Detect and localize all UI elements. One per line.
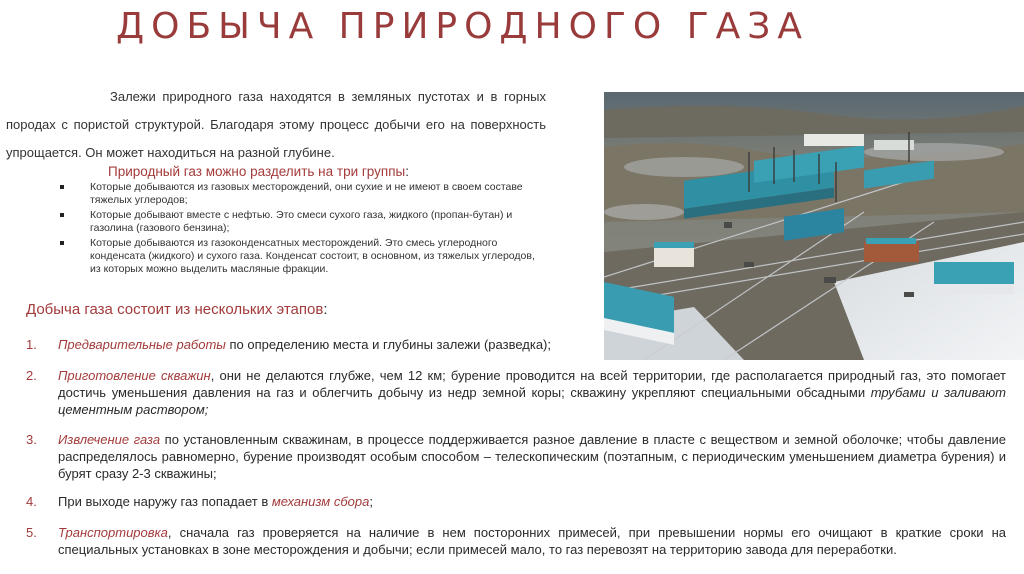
list-item: Которые добываются из газоконденсатных месторождений. Это смесь углеродного конденсата (жидкого) и сухого газа. Конденсат состоит, в основном, из тяжелых углеродов, из которых можно выделить масляные фракции. [58, 237, 548, 276]
list-item: Которые добываются из газовых месторождений, они сухие и не имеют в своем составе тяжелых углеродов; [58, 181, 548, 207]
stages-heading-text: Добыча газа состоит из нескольких этапов [26, 301, 324, 318]
stage-title: Предварительные работы [58, 337, 226, 352]
stage-item-4 [26, 493, 1006, 510]
groups-heading-text: Природный газ можно разделить на три группы [108, 164, 406, 179]
stage-text: , сначала газ проверяется на наличие в нем посторонних примесей, при превышении нормы его очищают в краткие сроки на специальных установках в зоне месторождения и добычи; если примесей мало, то газ перевозят на территорию завода для переработки. [58, 525, 1006, 557]
gas-plant-photo [604, 92, 1024, 360]
stage-item-3 [26, 431, 1006, 482]
stage-text: по определению места и глубины залежи (разведка); [225, 337, 552, 352]
stage-text: по установленным скважинам, в процессе поддерживается разное давление в пласте с веществом и земной оболочке; чтобы давление распределялось равномерно, бурение производят особым способом – телескопическим (поэтапным, с периодическим уменьшением диаметра бурения) и бурят сразу 2-3 скважины; [58, 432, 1006, 481]
stage-item-2 [26, 367, 1006, 418]
stage-number: 1. [26, 337, 37, 352]
stage-text-end: ; [369, 494, 373, 509]
stage-text-italic: трубами и заливают цементным раствором; [58, 385, 1006, 417]
stages-heading-colon: : [323, 301, 328, 318]
groups-heading [108, 164, 409, 179]
gas-groups-list [58, 181, 548, 278]
stage-number: 4. [26, 494, 37, 509]
stage-number: 3. [26, 432, 37, 447]
stage-item-5 [26, 524, 1006, 558]
stage-text: При выходе наружу газ попадает в [58, 494, 272, 509]
slide-title: ДОБЫЧА ПРИРОДНОГО ГАЗА [116, 6, 809, 47]
stage-number: 2. [26, 368, 37, 383]
stage-item-1 [26, 336, 1006, 353]
stage-title: Извлечение газа [58, 432, 161, 447]
stage-title: механизм сбора [271, 494, 370, 509]
stage-title: Приготовление скважин [58, 368, 211, 383]
intro-text: Залежи природного газа находятся в земляных пустотах и в горных породах с пористой структурой. Благодаря этому процесс добычи его на поверхность упрощается. Он может находиться на разной глубине. [6, 89, 546, 160]
stage-title: Транспортировка [58, 525, 168, 540]
groups-heading-colon: : [405, 164, 410, 179]
list-item: Которые добывают вместе с нефтью. Это смеси сухого газа, жидкого (пропан-бутан) и газолина (газового бензина); [58, 209, 548, 235]
stage-number: 5. [26, 525, 37, 540]
intro-paragraph [6, 83, 546, 167]
stages-heading [26, 301, 327, 318]
stage-text: , они не делаются глубже, чем 12 км; бурение проводится на всей территории, где располагается природный газ, это помогает достичь уменьшения давления на газ и облегчить добычу из недр земной коры; скважину укрепляют специальными обсадными [58, 368, 1006, 400]
